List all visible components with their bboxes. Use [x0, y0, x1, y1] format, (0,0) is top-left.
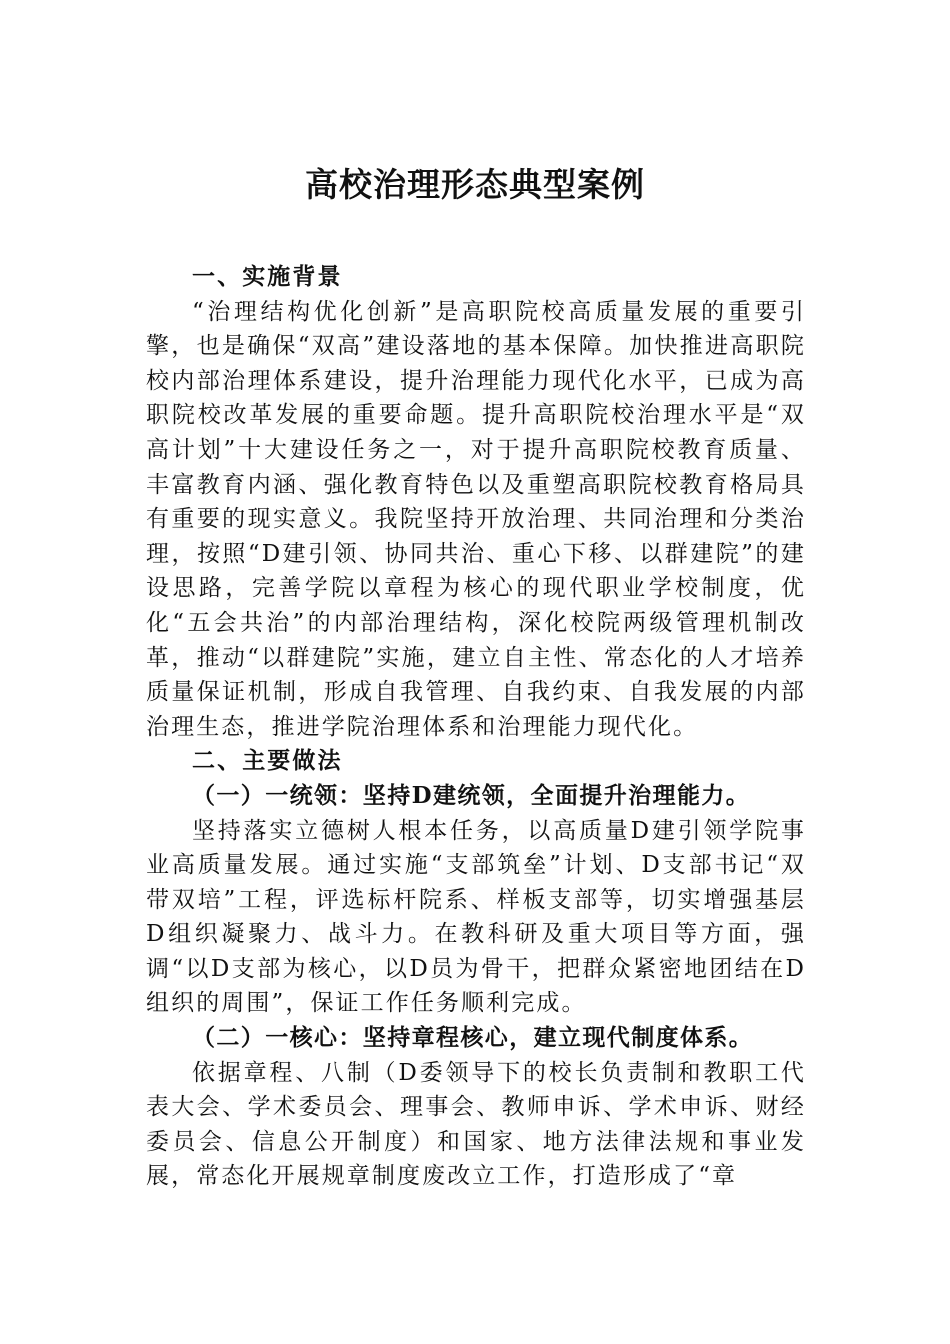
section-heading-background: 一、实施背景: [192, 263, 343, 290]
charter-core-paragraph: 依据章程、八制（D委领导下的校长负责制和教职工代表大会、学术委员会、理事会、教师申诉、学术申诉、财经委员会、信息公开制度）和国家、地方法律法规和事业发展，常态化开展规章制度废改立工作，打造形成了“章: [146, 1059, 806, 1190]
background-paragraph: “治理结构优化创新”是高职院校高质量发展的重要引擎，也是确保“双高”建设落地的基本保障。加快推进高职院校内部治理体系建设，提升治理能力现代化水平，已成为高职院校改革发展的重要命题。提升高职院校治理水平是“双高计划”十大建设任务之一，对于提升高职院校教育质量、丰富教育内涵、强化教育特色以及重塑高职院校教育格局具有重要的现实意义。我院坚持开放治理、共同治理和分类治理，按照“D建引领、协同共治、重心下移、以群建院”的建设思路，完善学院以章程为核心的现代职业学校制度，优化“五会共治”的内部治理结构，深化校院两级管理机制改革，推动“以群建院”实施，建立自主性、常态化的人才培养质量保证机制，形成自我管理、自我约束、自我发展的内部治理生态，推进学院治理体系和治理能力现代化。: [146, 298, 806, 740]
subsection-heading-party-leadership: （一）一统领：坚持D建统领，全面提升治理能力。: [192, 781, 751, 809]
party-leadership-paragraph: 坚持落实立德树人根本任务，以高质量D建引领学院事业高质量发展。通过实施“支部筑垒”计划、D支部书记“双带双培”工程，评选标杆院系、样板支部等，切实增强基层D组织凝聚力、战斗力。在教科研及重大项目等方面，强调“以D支部为核心，以D员为骨干，把群众紧密地团结在D组织的周围”，保证工作任务顺利完成。: [146, 817, 806, 1017]
document-title: 高校治理形态典型案例: [305, 165, 645, 204]
document-body: [146, 260, 806, 1194]
subsection-heading-charter-core: （二）一核心：坚持章程核心，建立现代制度体系。: [192, 1024, 754, 1052]
section-heading-practices: 二、主要做法: [192, 747, 343, 775]
